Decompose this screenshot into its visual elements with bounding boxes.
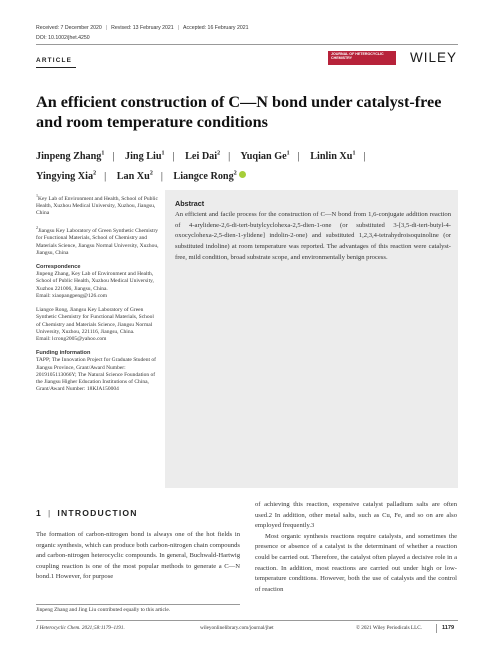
correspondence-2: Liangce Rong, Jiangsu Key Laboratory of Green Synthetic Chemistry for Functional Materials, School of Chemistry and Materials Science, Jiangsu Normal University, Xuzhou, 221116, Jiangsu, China. bbox=[36, 307, 154, 335]
funding-heading: Funding information bbox=[36, 350, 91, 357]
author-name[interactable]: Yuqian Ge$^1$ bbox=[240, 151, 290, 163]
author-name[interactable]: Lei Dai$^2$ bbox=[185, 151, 221, 163]
affiliation-1: $^1$Key Lab of Environment and Health, School of Public Health, Xuzhou Medical University, Xuzhou, Jiangsu, China bbox=[36, 193, 158, 217]
correspondence-email-2[interactable]: Email: lcrong2005@yahoo.com bbox=[36, 335, 107, 342]
article-title: An efficient construction of C—N bond under catalyst-free and room temperature conditions bbox=[36, 93, 442, 131]
author-name[interactable]: Liangce Rong$^2$ bbox=[173, 170, 237, 182]
correspondence-1: Jinpeng Zhang, Key Lab of Environment and Health, School of Public Health, Xuzhou Medical University, Xuzhou 221006, Jiangsu, China. bbox=[36, 271, 154, 292]
footnote: Jinpeng Zhang and Jing Liu contributed equally to this article. bbox=[36, 607, 171, 613]
abstract-text: An efficient and facile process for the construction of C—N bond from 1,6-conjugate addition reaction of 4-arylidene-2,6-di-tert-butylcyclohexa-2,5-dien-1-one (or substituted 3-[3,5-di-tert-butyl-4-oxocyclohexa-2,5-dien-1-ylidene] indolin-2-one) and substituted 1,2,3,4-tetrahydroisoquinoline (or substituted indoline) at room temperature was reported. The advantages of this reaction were catalyst-free, mild condition, broad substrate scope, and environmentally benign process. bbox=[175, 211, 451, 261]
footer-separator bbox=[436, 624, 437, 633]
revised-date: Revised: 13 February 2021 bbox=[111, 25, 174, 31]
footnote-divider bbox=[36, 604, 240, 605]
sidebar-info bbox=[36, 192, 159, 400]
header-divider bbox=[36, 44, 458, 45]
funding-text: TAPP; The Innovation Project for Graduate Student of Jiangsu Province, Grant/Award Number: 2019105113066Y; The Natural Science Foundation of the Jiangsu Higher Education Institutions of China, Grant/Award Number: 18KJA150004 bbox=[36, 357, 156, 393]
funding-block bbox=[36, 350, 159, 393]
paragraph: The formation of carbon-nitrogen bond is always one of the hot fields in organic synthesis, which can produce both carbon-nitrogen chain compounds and carbon-nitrogen heterocyclic compounds. In general, Buchwald-Hartwig coupling reaction is one of the most popular methods to generate a C—N bond.1 However, for purpose bbox=[36, 531, 240, 581]
journal-logo: JOURNAL OF HETEROCYCLIC CHEMISTRY bbox=[328, 51, 396, 65]
author-name[interactable]: Lan Xu$^2$ bbox=[116, 170, 153, 182]
accepted-date: Accepted: 16 February 2021 bbox=[183, 25, 249, 31]
received-date: Received: 7 December 2020 bbox=[36, 25, 102, 31]
wiley-logo: WILEY bbox=[410, 50, 458, 65]
orcid-icon[interactable] bbox=[239, 171, 246, 178]
footer-citation: J Heterocyclic Chem. 2021;58:1179–1191. bbox=[36, 625, 125, 631]
paragraph: of achieving this reaction, expensive catalyst palladium salts are often used.2 In addition, other metal salts, such as Cu, Fe, and so on are also employed frequently.3 bbox=[255, 501, 457, 530]
author-name[interactable]: Jing Liu$^1$ bbox=[125, 151, 165, 163]
page-number: 1179 bbox=[442, 625, 455, 631]
correspondence-block bbox=[36, 264, 159, 300]
author-name[interactable]: Yingying Xia$^2$ bbox=[36, 170, 97, 182]
affiliation-2: $^2$Jiangsu Key Laboratory of Green Synthetic Chemistry for Functional Materials, School of Chemistry and Materials Science, Jiangsu Normal University, Xuzhou, Jiangsu, China bbox=[36, 225, 159, 256]
abstract-heading: Abstract bbox=[175, 199, 205, 208]
footer-url[interactable]: wileyonlinelibrary.com/journal/jhet bbox=[200, 625, 274, 631]
body-column-right bbox=[255, 500, 457, 595]
author-name[interactable]: Jinpeng Zhang$^1$ bbox=[36, 151, 105, 163]
correspondence-email-1[interactable]: Email: xiaopangpeng@126.com bbox=[36, 292, 108, 299]
section-heading: 1 | INTRODUCTION bbox=[36, 508, 138, 518]
paragraph: Most organic synthesis reactions require catalysts, and sometimes the presence or absence of a catalyst is the determinant of whether a reaction could be carried out. Therefore, the catalyst often played a decisive role in a reaction. In addition, most reactions are carried out under high or low-temperature conditions. However, both the use of catalysts and the control of reaction bbox=[255, 532, 457, 593]
article-type-label: ARTICLE bbox=[36, 57, 73, 64]
correspondence-heading: Correspondence bbox=[36, 264, 81, 271]
publication-dates: Received: 7 December 2020 | Revised: 13 February 2021 | Accepted: 16 February 2021 bbox=[36, 25, 249, 31]
doi[interactable]: DOI: 10.1002/jhet.4250 bbox=[36, 35, 90, 41]
footer-copyright: © 2021 Wiley Periodicals LLC. bbox=[356, 625, 423, 631]
author-name[interactable]: Linlin Xu$^1$ bbox=[310, 151, 356, 163]
article-type-underline bbox=[36, 67, 76, 68]
correspondence-block-2 bbox=[36, 307, 159, 343]
author-list: Jinpeng Zhang$^1$ | Jing Liu$^1$ | Lei Dai$^2$ | Yuqian Ge$^1$ | Linlin Xu$^1$ | Yingying Xia$^2$ | Lan Xu$^2$ | Liangce Rong$^2$ bbox=[36, 151, 366, 182]
body-column-left bbox=[36, 530, 240, 583]
footer-divider bbox=[36, 620, 458, 621]
